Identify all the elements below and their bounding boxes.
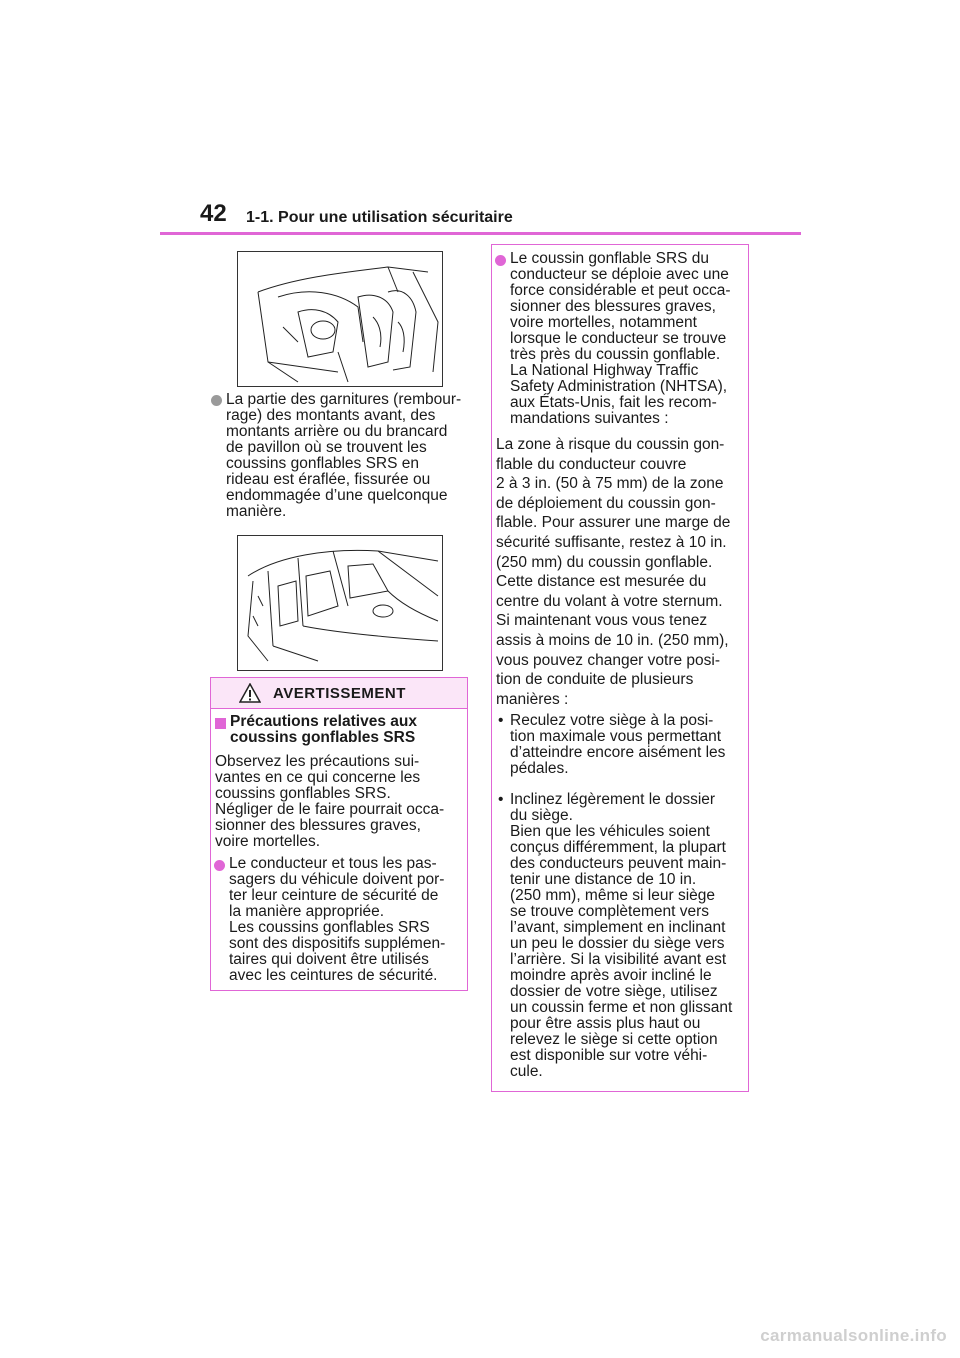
text-line: sont des dispositifs supplémen- xyxy=(229,935,446,952)
text-line: Safety Administration (NHTSA), xyxy=(510,378,728,395)
heading-square-icon xyxy=(215,718,226,729)
tip-recline-seatback xyxy=(510,792,746,1080)
text-line: voire mortelles. xyxy=(215,833,321,850)
text-line: ter leur ceinture de sécurité de xyxy=(229,887,439,904)
warning-box xyxy=(210,677,468,991)
text-line: un peu le dossier du siège vers xyxy=(510,935,725,952)
warning-title: AVERTISSEMENT xyxy=(273,685,406,702)
text-line: vantes en ce qui concerne les xyxy=(215,769,421,786)
text-line: Si maintenant vous vous tenez xyxy=(496,612,708,630)
text-line: Le coussin gonflable SRS du xyxy=(510,250,710,267)
page-number: 42 xyxy=(200,200,227,227)
warning-intro xyxy=(215,754,465,850)
text-line: Inclinez légèrement le dossier xyxy=(510,791,716,808)
text-line: endommagée d’une quelconque xyxy=(226,487,448,504)
text-line: Précautions relatives aux xyxy=(230,713,417,730)
text-line: assis à moins de 10 in. (250 mm), xyxy=(496,631,729,649)
text-line: sagers du véhicule doivent por- xyxy=(229,871,445,888)
text-line: voire mortelles, notamment xyxy=(510,314,697,331)
text-line: dossier de votre siège, utilisez xyxy=(510,983,718,1000)
text-line: flable du conducteur couvre xyxy=(496,455,687,473)
warning-heading xyxy=(230,714,460,746)
text-line: (250 mm) du coussin gonflable. xyxy=(496,553,713,571)
text-line: lorsque le conducteur se trouve xyxy=(510,330,727,347)
text-line: tenir une distance de 10 in. xyxy=(510,871,697,888)
text-line: La zone à risque du coussin gon- xyxy=(496,436,725,453)
text-line: sécurité suffisante, restez à 10 in. xyxy=(496,533,727,551)
text-line: de déploiement du coussin gon- xyxy=(496,494,716,512)
text-line: cule. xyxy=(510,1063,543,1080)
text-line: Bien que les véhicules soient xyxy=(510,823,710,840)
text-line: l’arrière. Si la visibilité avant est xyxy=(510,951,727,968)
text-line: Négliger de le faire pourrait occa- xyxy=(215,801,445,818)
text-line: Observez les précautions sui- xyxy=(215,753,420,770)
text-line: Le conducteur et tous les pas- xyxy=(229,855,437,872)
text-line: montants arrière ou du brancard xyxy=(226,423,448,440)
warning-bullet-seatbelts xyxy=(229,856,465,984)
text-line: centre du volant à votre sternum. xyxy=(496,592,723,610)
text-line: coussins gonflables SRS xyxy=(230,729,416,746)
text-line: conçus différemment, la plupart xyxy=(510,839,726,856)
text-line: coussins gonflables SRS. xyxy=(215,785,391,802)
driver-airbag-bullet xyxy=(510,251,746,427)
figure-car-pillars xyxy=(237,535,443,671)
text-line: rideau est éraflée, fissurée ou xyxy=(226,471,431,488)
tip-move-seat-back xyxy=(510,713,746,777)
bullet-dot xyxy=(211,395,222,406)
text-line: Cette distance est mesurée du xyxy=(496,573,707,591)
text-line: tion de conduite de plusieurs xyxy=(496,671,694,689)
text-line: flable. Pour assurer une marge de xyxy=(496,514,731,532)
text-line: moindre après avoir incliné le xyxy=(510,967,712,984)
warning-box-continued xyxy=(491,244,749,1092)
bullet-curtain-airbag-damage xyxy=(226,392,476,520)
warning-header xyxy=(211,678,467,709)
bullet-dot xyxy=(495,255,506,266)
text-line: tion maximale vous permettant xyxy=(510,728,722,745)
sub-bullet-char: • xyxy=(498,791,504,808)
text-line: coussins gonflables SRS en xyxy=(226,455,420,472)
watermark: carmanualsonline.info xyxy=(760,1326,947,1345)
text-line: 2 à 3 in. (50 à 75 mm) de la zone xyxy=(496,475,724,493)
header-rule xyxy=(160,232,801,235)
text-line: relevez le siège si cette option xyxy=(510,1031,718,1048)
text-line: du siège. xyxy=(510,807,573,824)
text-line: est disponible sur votre véhi- xyxy=(510,1047,708,1064)
text-line: un coussin ferme et non glissant xyxy=(510,999,733,1016)
text-line: (250 mm), même si leur siège xyxy=(510,887,716,904)
car-interior-illustration xyxy=(238,252,442,386)
text-line: sionner des blessures graves, xyxy=(215,817,421,834)
text-line: La National Highway Traffic xyxy=(510,362,699,379)
text-line: rage) des montants avant, des xyxy=(226,407,436,424)
text-line: aux États-Unis, fait les recom- xyxy=(510,394,717,411)
bullet-dot xyxy=(214,860,225,871)
text-line: la manière appropriée. xyxy=(229,903,385,920)
text-line: de pavillon où se trouvent les xyxy=(226,439,427,456)
car-pillars-illustration xyxy=(238,536,442,670)
text-line: d’atteindre encore aisément les xyxy=(510,744,726,761)
text-line: des conducteurs peuvent main- xyxy=(510,855,727,872)
text-line: manières : xyxy=(496,690,569,708)
text-line: sionner des blessures graves, xyxy=(510,298,716,315)
text-line: pédales. xyxy=(510,760,569,777)
text-line: se trouve complètement vers xyxy=(510,903,710,920)
risk-zone-paragraph xyxy=(496,435,746,709)
sub-bullet-char: • xyxy=(498,712,504,729)
text-line: avec les ceintures de sécurité. xyxy=(229,967,438,984)
text-line: taires qui doivent être utilisés xyxy=(229,951,429,968)
text-line: manière. xyxy=(226,503,287,520)
text-line: force considérable et peut occa- xyxy=(510,282,731,299)
section-title: 1-1. Pour une utilisation sécuritaire xyxy=(246,209,513,226)
text-line: Les coussins gonflables SRS xyxy=(229,919,430,936)
text-line: l’avant, simplement en inclinant xyxy=(510,919,726,936)
text-line: Reculez votre siège à la posi- xyxy=(510,712,714,729)
figure-car-interior xyxy=(237,251,443,387)
text-line: mandations suivantes : xyxy=(510,410,669,427)
text-line: très près du coussin gonflable. xyxy=(510,346,721,363)
text-line: vous pouvez changer votre posi- xyxy=(496,651,721,669)
warning-triangle-icon xyxy=(239,683,261,703)
text-line: pour être assis plus haut ou xyxy=(510,1015,701,1032)
text-line: conducteur se déploie avec une xyxy=(510,266,729,283)
text-line: La partie des garnitures (rembour- xyxy=(226,391,462,408)
